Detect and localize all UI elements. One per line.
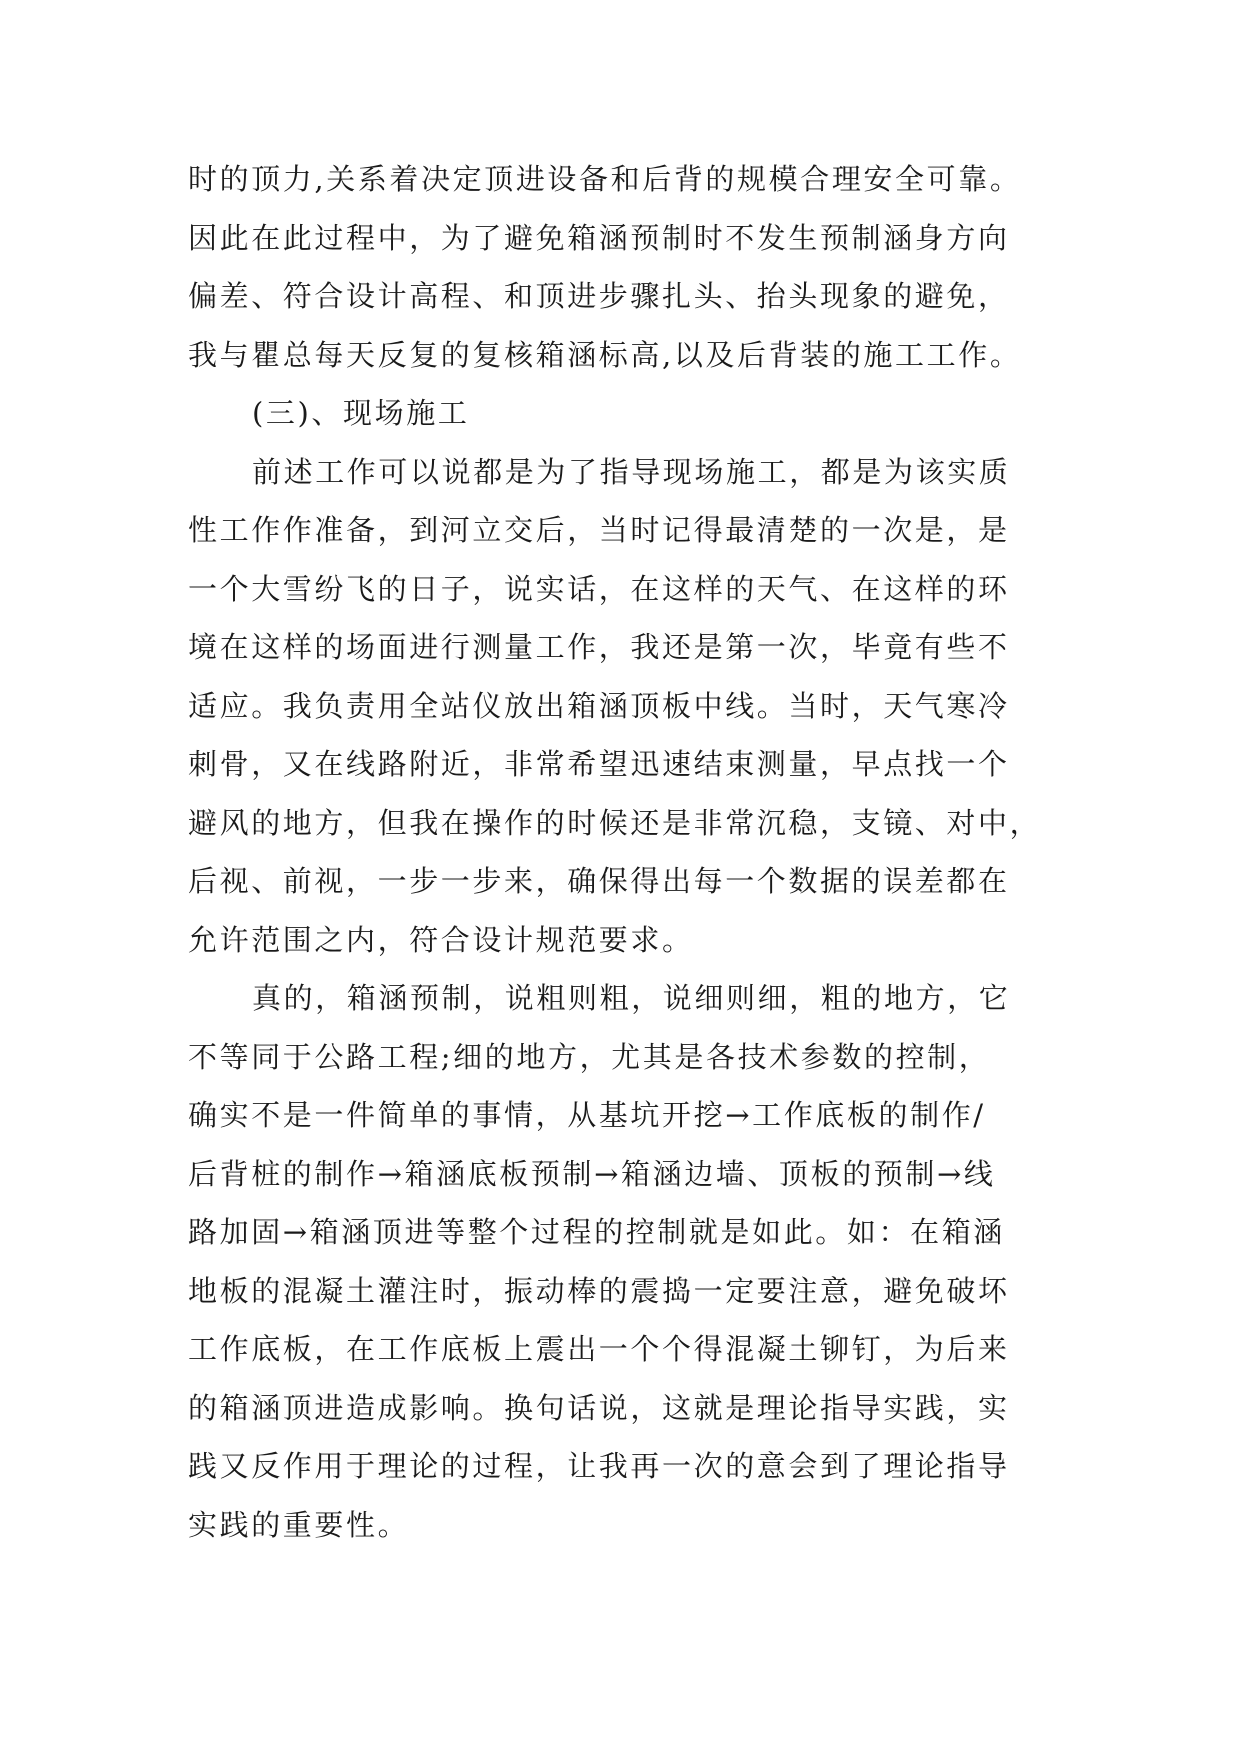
text-line: 后视、前视，一步一步来，确保得出每一个数据的误差都在 <box>188 864 1010 898</box>
text-line: 刺骨，又在线路附近，非常希望迅速结束测量，早点找一个 <box>188 747 1010 781</box>
text-line: 一个大雪纷飞的日子，说实话，在这样的天气、在这样的环 <box>188 571 1010 606</box>
section-heading: (三)、现场施工 <box>252 396 470 430</box>
text-line: 允许范围之内，符合设计规范要求。 <box>188 922 694 957</box>
text-line: 确实不是一件简单的事情，从基坑开挖→工作底板的制作/ <box>188 1098 986 1132</box>
text-line: 境在这样的场面进行测量工作，我还是第一次，毕竟有些不 <box>188 630 1010 664</box>
text-line: 偏差、符合设计高程、和顶进步骤扎头、抬头现象的避免， <box>188 279 1010 313</box>
text-line: 路加固→箱涵顶进等整个过程的控制就是如此。如：在箱涵 <box>188 1215 1005 1249</box>
text-line: 的箱涵顶进造成影响。换句话说，这就是理论指导实践，实 <box>188 1390 1010 1425</box>
text-line: 时的顶力,关系着决定顶进设备和后背的规模合理安全可靠。 <box>188 162 1022 196</box>
text-line: 避风的地方，但我在操作的时候还是非常沉稳，支镜、对中， <box>188 805 1042 840</box>
text-line: 我与瞿总每天反复的复核箱涵标高,以及后背装的施工工作。 <box>188 337 1022 372</box>
text-line: 践又反作用于理论的过程，让我再一次的意会到了理论指导 <box>188 1449 1010 1483</box>
text-line: 性工作作准备，到河立交后，当时记得最清楚的一次是，是 <box>188 513 1010 547</box>
document-body <box>188 150 1088 1554</box>
text-line: 地板的混凝土灌注时，振动棒的震捣一定要注意，避免破坏 <box>188 1273 1010 1308</box>
text-line: 后背桩的制作→箱涵底板预制→箱涵边墙、顶板的预制→线 <box>188 1156 996 1191</box>
text-line: 工作底板，在工作底板上震出一个个得混凝土铆钉，为后来 <box>188 1332 1010 1366</box>
text-line: 不等同于公路工程;细的地方，尤其是各技术参数的控制， <box>188 1039 991 1074</box>
text-line: 适应。我负责用全站仪放出箱涵顶板中线。当时，天气寒冷 <box>188 688 1010 723</box>
text-line: 真的，箱涵预制，说粗则粗，说细则细，粗的地方，它 <box>252 981 1011 1015</box>
text-line: 前述工作可以说都是为了指导现场施工，都是为该实质 <box>252 454 1011 489</box>
text-line: 实践的重要性。 <box>188 1507 410 1542</box>
text-line: 因此在此过程中，为了避免箱涵预制时不发生预制涵身方向 <box>188 220 1010 255</box>
